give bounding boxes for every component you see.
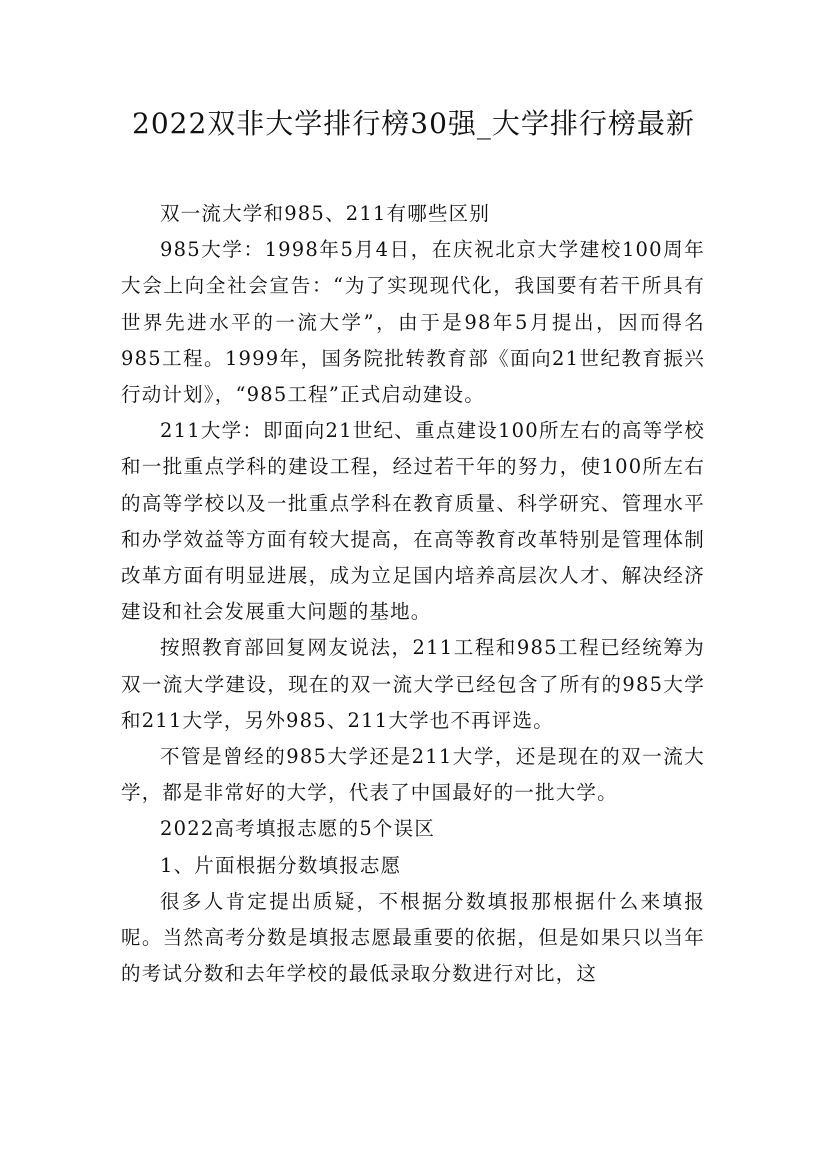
paragraph-misconception-1-body: 很多人肯定提出质疑，不根据分数填报那根据什么来填报呢。当然高考分数是填报志愿最重要的依据，但是如果只以当年的考试分数和去年学校的最低录取分数进行对比，这 — [121, 889, 705, 986]
paragraph-985-definition: 985大学：1998年5月4日，在庆祝北京大学建校100周年大会上向全社会宣告：“为了实现现代化，我国要有若干所具有世界先进水平的一流大学”，由于是98年5月提出，因而得名985工程。1999年，国务院批转教育部《面向21世纪教育振兴行动计划》，“985工程”正式启动建设。 — [121, 238, 705, 407]
paragraph-misconceptions-heading: 2022高考填报志愿的5个误区 — [160, 817, 436, 841]
paragraph-ministry-reply: 按照教育部回复网友说法，211工程和985工程已经统筹为双一流大学建设，现在的双一流大学已经包含了所有的985大学和211大学，另外985、211大学也不再评选。 — [121, 636, 705, 732]
paragraph-conclusion: 不管是曾经的985大学还是211大学，还是现在的双一流大学，都是非常好的大学，代表了中国最好的一批大学。 — [121, 745, 705, 805]
document-body — [121, 196, 705, 992]
paragraph-misconception-1-heading: 1、片面根据分数填报志愿 — [160, 853, 402, 877]
paragraph-section-heading: 双一流大学和985、211有哪些区别 — [160, 202, 491, 225]
paragraph-211-definition: 211大学：即面向21世纪、重点建设100所左右的高等学校和一批重点学科的建设工程，经过若干年的努力，使100所左右的高等学校以及一批重点学科在教育质量、科学研究、管理水平和办学效益等方面有较大提高，在高等教育改革特别是管理体制改革方面有明显进展，成为立足国内培养高层次人才、解决经济建设和社会发展重大问题的基地。 — [121, 419, 705, 624]
document-title: 2022双非大学排行榜30强_大学排行榜最新 — [132, 107, 695, 140]
